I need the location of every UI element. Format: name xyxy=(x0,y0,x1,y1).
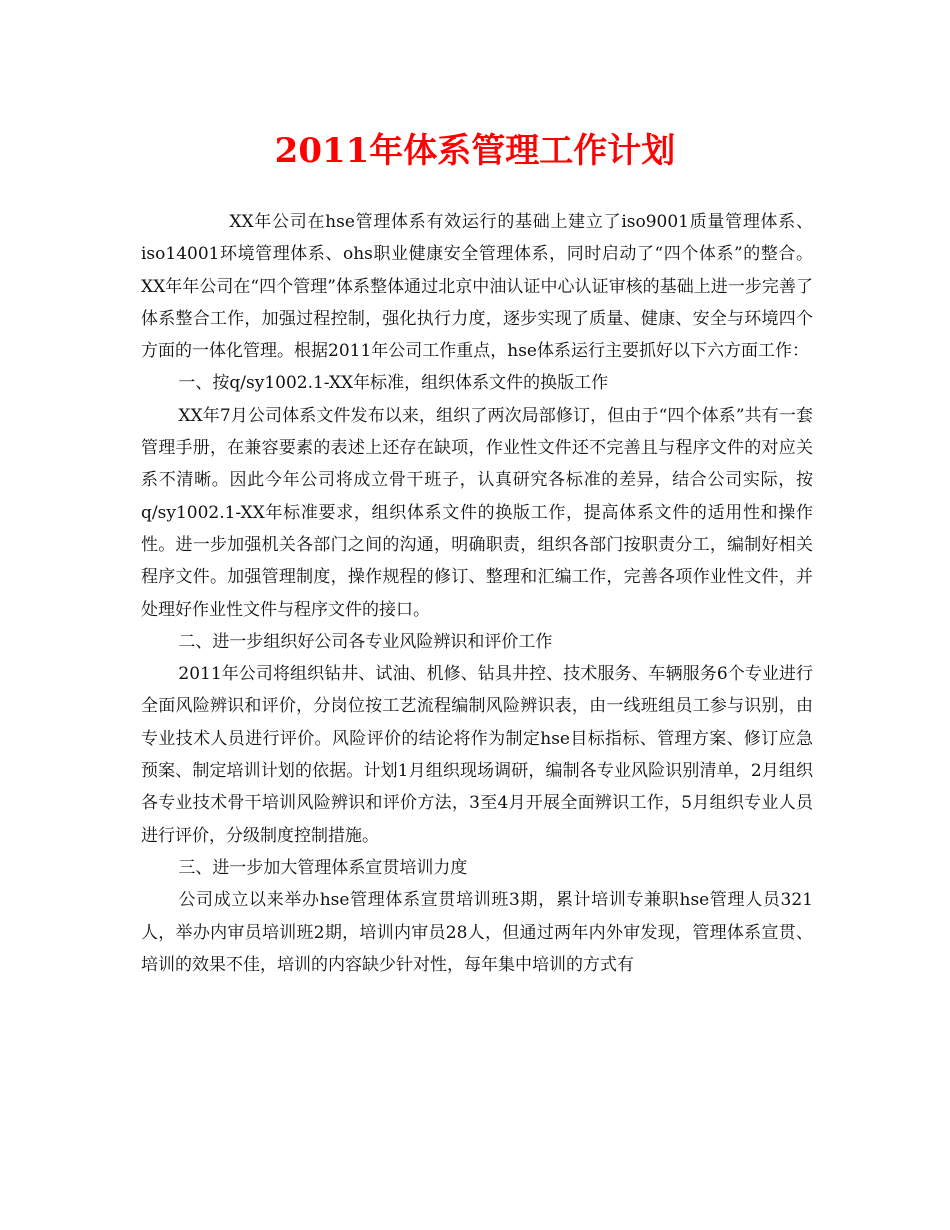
paragraph-section-2: 2011年公司将组织钻井、试油、机修、钻具井控、技术服务、车辆服务6个专业进行全面风险辨识和评价，分岗位按工艺流程编制风险辨识表，由一线班组员工参与识别，由专业技术人员进行评价。风险评价的结论将作为制定hse目标指标、管理方案、修订应急预案、制定培训计划的依据。计划1月组织现场调研，编制各专业风险识别清单，2月组织各专业技术骨干培训风险辨识和评价方法，3至4月开展全面辨识工作，5月组织专业人员进行评价，分级制度控制措施。 xyxy=(141,664,813,846)
section-heading-2: 二、进一步组织好公司各专业风险辨识和评价工作 xyxy=(178,631,553,652)
paragraph-section-3: 公司成立以来举办hse管理体系宣贯培训班3期，累计培训专兼职hse管理人员321人，举办内审员培训班2期，培训内审员28人，但通过两年内外审发现，管理体系宣贯、培训的效果不佳，培训的内容缺少针对性，每年集中培训的方式有 xyxy=(141,890,813,975)
section-heading-1: 一、按q/sy1002.1-XX年标准，组织体系文件的换版工作 xyxy=(178,373,609,394)
paragraph-section-1: XX年7月公司体系文件发布以来，组织了两次局部修订，但由于“四个体系”共有一套管理手册，在兼容要素的表述上还存在缺项，作业性文件还不完善且与程序文件的对应关系不清晰。因此今年公司将成立骨干班子，认真研究各标准的差异，结合公司实际，按q/sy1002.1-XX年标准要求，组织体系文件的换版工作，提高体系文件的适用性和操作性。进一步加强机关各部门之间的沟通，明确职责，组织各部门按职责分工，编制好相关程序文件。加强管理制度，操作规程的修订、整理和汇编工作，完善各项作业性文件，并处理好作业性文件与程序文件的接口。 xyxy=(141,405,813,620)
section-heading-3: 三、进一步加大管理体系宣贯培训力度 xyxy=(178,857,468,878)
document-title: 2011年体系管理工作计划 xyxy=(274,131,676,171)
document-body xyxy=(141,206,813,981)
paragraph-intro: XX年公司在hse管理体系有效运行的基础上建立了iso9001质量管理体系、iso14001环境管理体系、ohs职业健康安全管理体系，同时启动了“四个体系”的整合。XX年年公司在“四个管理”体系整体通过北京中油认证中心认证审核的基础上进一步完善了体系整合工作，加强过程控制，强化执行力度，逐步实现了质量、健康、安全与环境四个方面的一体化管理。根据2011年公司工作重点，hse体系运行主要抓好以下六方面工作： xyxy=(141,212,813,362)
